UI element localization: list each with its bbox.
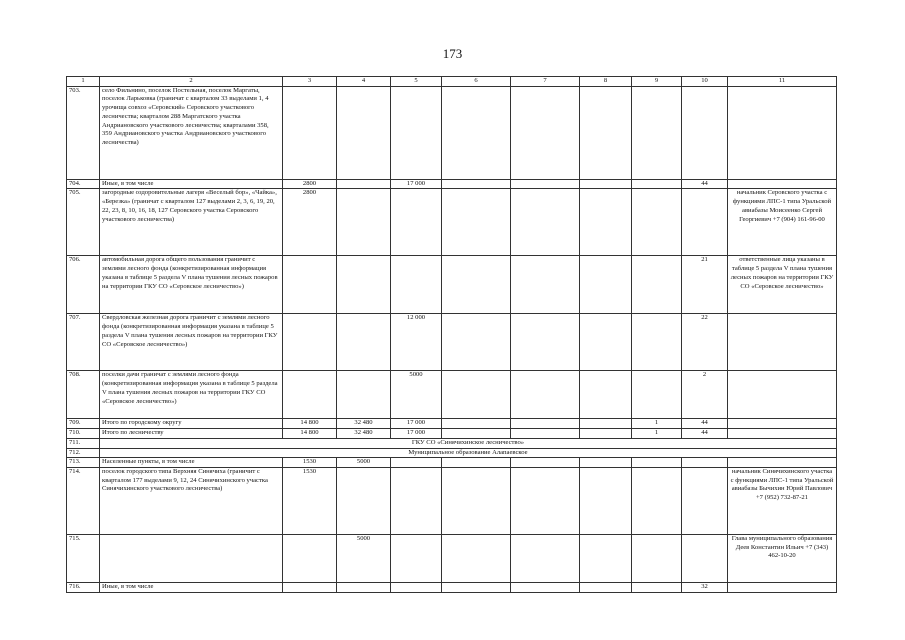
responsible-contact-cell — [728, 458, 837, 468]
value-cell — [283, 86, 337, 179]
responsible-contact-cell — [728, 86, 837, 179]
column-header: 11 — [728, 77, 837, 87]
value-cell — [632, 256, 682, 314]
column-header: 7 — [511, 77, 580, 87]
table-row — [67, 86, 837, 179]
value-cell — [283, 534, 337, 582]
column-header: 5 — [391, 77, 442, 87]
value-cell — [442, 371, 511, 419]
value-cell — [337, 467, 391, 534]
value-cell — [580, 256, 632, 314]
value-cell: 5000 — [337, 534, 391, 582]
row-number: 703. — [67, 86, 100, 179]
value-cell: 2800 — [283, 189, 337, 256]
table-row — [67, 458, 837, 468]
value-cell — [682, 86, 728, 179]
column-header: 8 — [580, 77, 632, 87]
value-cell: 14 800 — [283, 419, 337, 429]
value-cell: 32 480 — [337, 419, 391, 429]
table-row — [67, 448, 837, 458]
value-cell — [511, 534, 580, 582]
forest-fire-table — [66, 76, 837, 593]
value-cell: 1 — [632, 429, 682, 439]
row-description: поселки дачи граничат с землями лесного фонда (конкретизированная информация указана в таблице 5 раздела V плана тушения лесных пожаров на территории ГКУ СО «Серовское лесничество») — [100, 371, 283, 419]
value-cell: 22 — [682, 314, 728, 371]
row-number: 710. — [67, 429, 100, 439]
value-cell — [337, 256, 391, 314]
value-cell — [391, 534, 442, 582]
row-number: 708. — [67, 371, 100, 419]
value-cell — [391, 467, 442, 534]
value-cell — [580, 419, 632, 429]
value-cell — [682, 458, 728, 468]
value-cell — [442, 467, 511, 534]
value-cell — [580, 371, 632, 419]
row-number: 714. — [67, 467, 100, 534]
value-cell — [580, 179, 632, 189]
value-cell: 44 — [682, 429, 728, 439]
value-cell — [580, 458, 632, 468]
responsible-contact-cell — [728, 371, 837, 419]
value-cell — [442, 314, 511, 371]
table-row — [67, 534, 837, 582]
value-cell — [391, 256, 442, 314]
value-cell: 44 — [682, 179, 728, 189]
table-row — [67, 429, 837, 439]
value-cell — [337, 86, 391, 179]
value-cell — [511, 189, 580, 256]
value-cell: 14 800 — [283, 429, 337, 439]
value-cell — [632, 189, 682, 256]
value-cell — [632, 371, 682, 419]
value-cell — [337, 371, 391, 419]
responsible-contact-cell: начальник Синячихинского участка с функциями ЛПС-1 типа Уральской авиабазы Бычихин Юрий Павлович +7 (952) 732-87-21 — [728, 467, 837, 534]
value-cell: 2 — [682, 371, 728, 419]
row-number: 704. — [67, 179, 100, 189]
value-cell — [337, 314, 391, 371]
value-cell — [580, 582, 632, 592]
value-cell — [632, 534, 682, 582]
value-cell — [580, 189, 632, 256]
responsible-contact-cell — [728, 582, 837, 592]
column-header: 1 — [67, 77, 100, 87]
responsible-contact-cell — [728, 314, 837, 371]
value-cell — [442, 256, 511, 314]
value-cell — [580, 467, 632, 534]
value-cell: 12 000 — [391, 314, 442, 371]
value-cell — [580, 314, 632, 371]
row-number: 709. — [67, 419, 100, 429]
value-cell — [442, 582, 511, 592]
value-cell — [442, 189, 511, 256]
column-header: 3 — [283, 77, 337, 87]
value-cell — [511, 582, 580, 592]
value-cell: 32 480 — [337, 429, 391, 439]
value-cell — [442, 534, 511, 582]
value-cell — [442, 179, 511, 189]
value-cell — [283, 582, 337, 592]
column-header: 9 — [632, 77, 682, 87]
row-description: Итого по лесничеству — [100, 429, 283, 439]
value-cell — [511, 371, 580, 419]
row-description: загородные оздоровительные лагеря «Веселый бор», «Чайка», «Березка» (граничат с кварталом 127 выделами 2, 3, 6, 19, 20, 22, 23, 8, 10, 16, 18, 127 Серовского участка Серовского участкового лесничества) — [100, 189, 283, 256]
value-cell — [337, 179, 391, 189]
value-cell — [632, 314, 682, 371]
value-cell — [511, 314, 580, 371]
page-number: 173 — [442, 46, 463, 61]
value-cell — [337, 582, 391, 592]
row-number: 713. — [67, 458, 100, 468]
value-cell: 17 000 — [391, 429, 442, 439]
value-cell: 44 — [682, 419, 728, 429]
value-cell: 17 000 — [391, 179, 442, 189]
value-cell — [632, 467, 682, 534]
row-number: 705. — [67, 189, 100, 256]
value-cell — [283, 256, 337, 314]
value-cell — [391, 86, 442, 179]
value-cell — [442, 429, 511, 439]
value-cell — [511, 467, 580, 534]
responsible-contact-cell — [728, 419, 837, 429]
table-row — [67, 582, 837, 592]
table-row — [67, 419, 837, 429]
column-number-row — [67, 77, 837, 87]
value-cell — [580, 86, 632, 179]
value-cell — [632, 582, 682, 592]
responsible-contact-cell — [728, 429, 837, 439]
row-description: Иные, в том числе — [100, 582, 283, 592]
column-header: 10 — [682, 77, 728, 87]
value-cell — [442, 86, 511, 179]
value-cell: 1 — [632, 419, 682, 429]
value-cell — [511, 256, 580, 314]
row-description: Иные, в том числе — [100, 179, 283, 189]
row-number: 716. — [67, 582, 100, 592]
value-cell — [511, 86, 580, 179]
value-cell — [442, 458, 511, 468]
section-heading: ГКУ СО «Синячихинское лесничество» — [100, 438, 837, 448]
row-number: 707. — [67, 314, 100, 371]
value-cell — [511, 179, 580, 189]
value-cell — [632, 458, 682, 468]
value-cell — [391, 189, 442, 256]
column-header: 6 — [442, 77, 511, 87]
value-cell: 21 — [682, 256, 728, 314]
value-cell — [391, 582, 442, 592]
row-description: Населенные пункты, в том числе — [100, 458, 283, 468]
column-header: 4 — [337, 77, 391, 87]
row-description: Свердловская железная дорога граничит с землями лесного фонда (конкретизированная информация указана в таблице 5 раздела V плана тушения лесных пожаров на территории ГКУ СО «Серовское лесничество») — [100, 314, 283, 371]
value-cell — [580, 534, 632, 582]
value-cell — [682, 534, 728, 582]
responsible-contact-cell: ответственные лица указаны в таблице 5 раздела V плана тушения лесных пожаров на территории ГКУ СО «Серовское лесничество» — [728, 256, 837, 314]
value-cell — [511, 429, 580, 439]
value-cell — [283, 371, 337, 419]
value-cell: 2800 — [283, 179, 337, 189]
table-row — [67, 314, 837, 371]
value-cell: 1530 — [283, 458, 337, 468]
table-row — [67, 438, 837, 448]
value-cell: 1530 — [283, 467, 337, 534]
value-cell — [442, 419, 511, 429]
table-row — [67, 189, 837, 256]
value-cell — [511, 419, 580, 429]
value-cell — [632, 179, 682, 189]
table-row — [67, 467, 837, 534]
table-row — [67, 256, 837, 314]
row-description: село Фильнино, поселок Постельная, поселок Маргаты, поселок Ларьковка (граничат с кварталом 33 выделами 1, 4 урочища совхоз «Серовский» Серовского участкового лесничества; кварталом 288 Маргатского участка Андриановского участкового лесничества; кварталами 358, 359 Андриановского участка Андриановского участкового лесничества) — [100, 86, 283, 179]
row-number: 706. — [67, 256, 100, 314]
value-cell: 32 — [682, 582, 728, 592]
value-cell — [391, 458, 442, 468]
row-description: поселок городского типа Верхняя Синячиха (граничит с кварталом 177 выделами 9, 12, 24 Синячихинского участка Синячихинского участкового лесничества) — [100, 467, 283, 534]
value-cell — [682, 189, 728, 256]
table-row — [67, 179, 837, 189]
value-cell: 5000 — [391, 371, 442, 419]
column-header: 2 — [100, 77, 283, 87]
row-description — [100, 534, 283, 582]
value-cell — [337, 189, 391, 256]
responsible-contact-cell — [728, 179, 837, 189]
value-cell — [511, 458, 580, 468]
row-description: автомобильная дорога общего пользования граничит с землями лесного фонда (конкретизированная информация указана в таблице 5 раздела V плана тушения лесных пожаров на территории ГКУ СО «Серовское лесничество») — [100, 256, 283, 314]
value-cell — [283, 314, 337, 371]
value-cell — [682, 467, 728, 534]
value-cell — [632, 86, 682, 179]
responsible-contact-cell: начальник Серовского участка с функциями ЛПС-1 типа Уральской авиабазы Моисеенко Сергей Георгиевич +7 (904) 161-96-00 — [728, 189, 837, 256]
value-cell: 17 000 — [391, 419, 442, 429]
value-cell — [580, 429, 632, 439]
row-number: 715. — [67, 534, 100, 582]
value-cell: 5000 — [337, 458, 391, 468]
section-heading: Муниципальное образование Алапаевское — [100, 448, 837, 458]
row-description: Итого по городскому округу — [100, 419, 283, 429]
table-row — [67, 371, 837, 419]
row-number: 711. — [67, 438, 100, 448]
row-number: 712. — [67, 448, 100, 458]
responsible-contact-cell: Глава муниципального образования Деев Константин Ильич +7 (343) 462-10-20 — [728, 534, 837, 582]
